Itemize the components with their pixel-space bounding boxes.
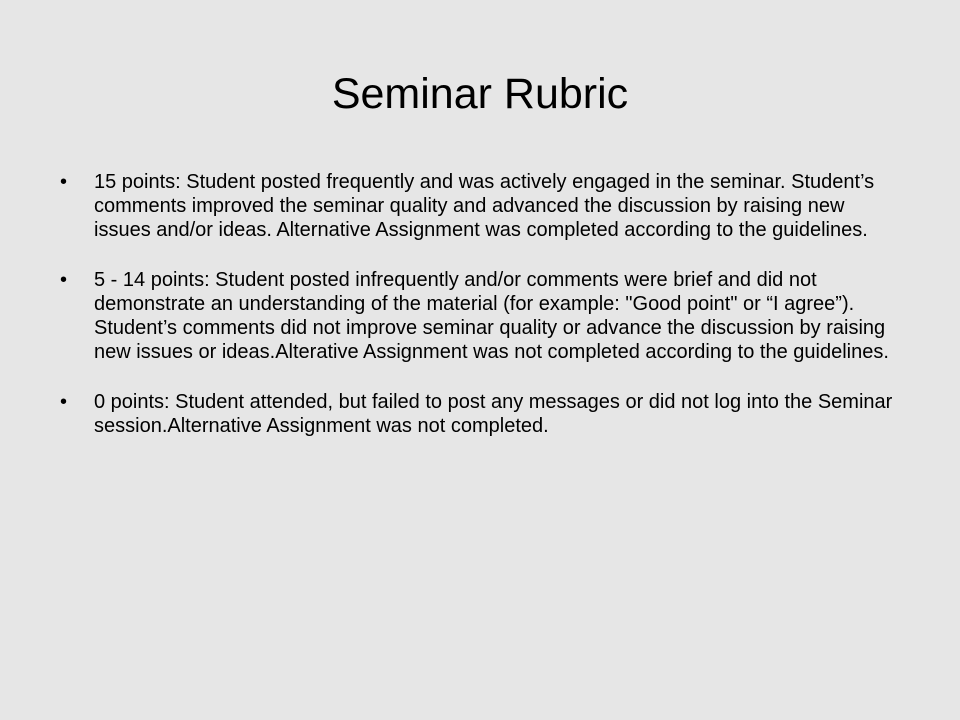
bullet-text: 15 points: Student posted frequently and was actively engaged in the seminar. Student’s comments improved the seminar quality and advanced the discussion by raising new issues and/or ideas. Alternative Assignment was completed according to the guidelines. xyxy=(94,171,875,241)
bullet-icon: • xyxy=(60,391,68,413)
bullet-item-5-14-points xyxy=(60,268,905,364)
bullet-text: 5 - 14 points: Student posted infrequently and/or comments were brief and did not demonstrate an understanding of the material (for example: "Good point" or “I agree”). Student’s comments did not improve seminar quality or advance the discussion by raising new issues or ideas.Alterative Assignment was not completed according to the guidelines. xyxy=(94,269,889,363)
bullet-text: 0 points: Student attended, but failed to post any messages or did not log into the Seminar session.Alternative Assignment was not completed. xyxy=(94,391,893,437)
bullet-list xyxy=(60,170,905,464)
bullet-icon: • xyxy=(60,171,68,193)
slide-title: Seminar Rubric xyxy=(331,70,629,118)
bullet-item-0-points xyxy=(60,390,905,438)
bullet-icon: • xyxy=(60,269,68,291)
bullet-item-15-points xyxy=(60,170,905,242)
